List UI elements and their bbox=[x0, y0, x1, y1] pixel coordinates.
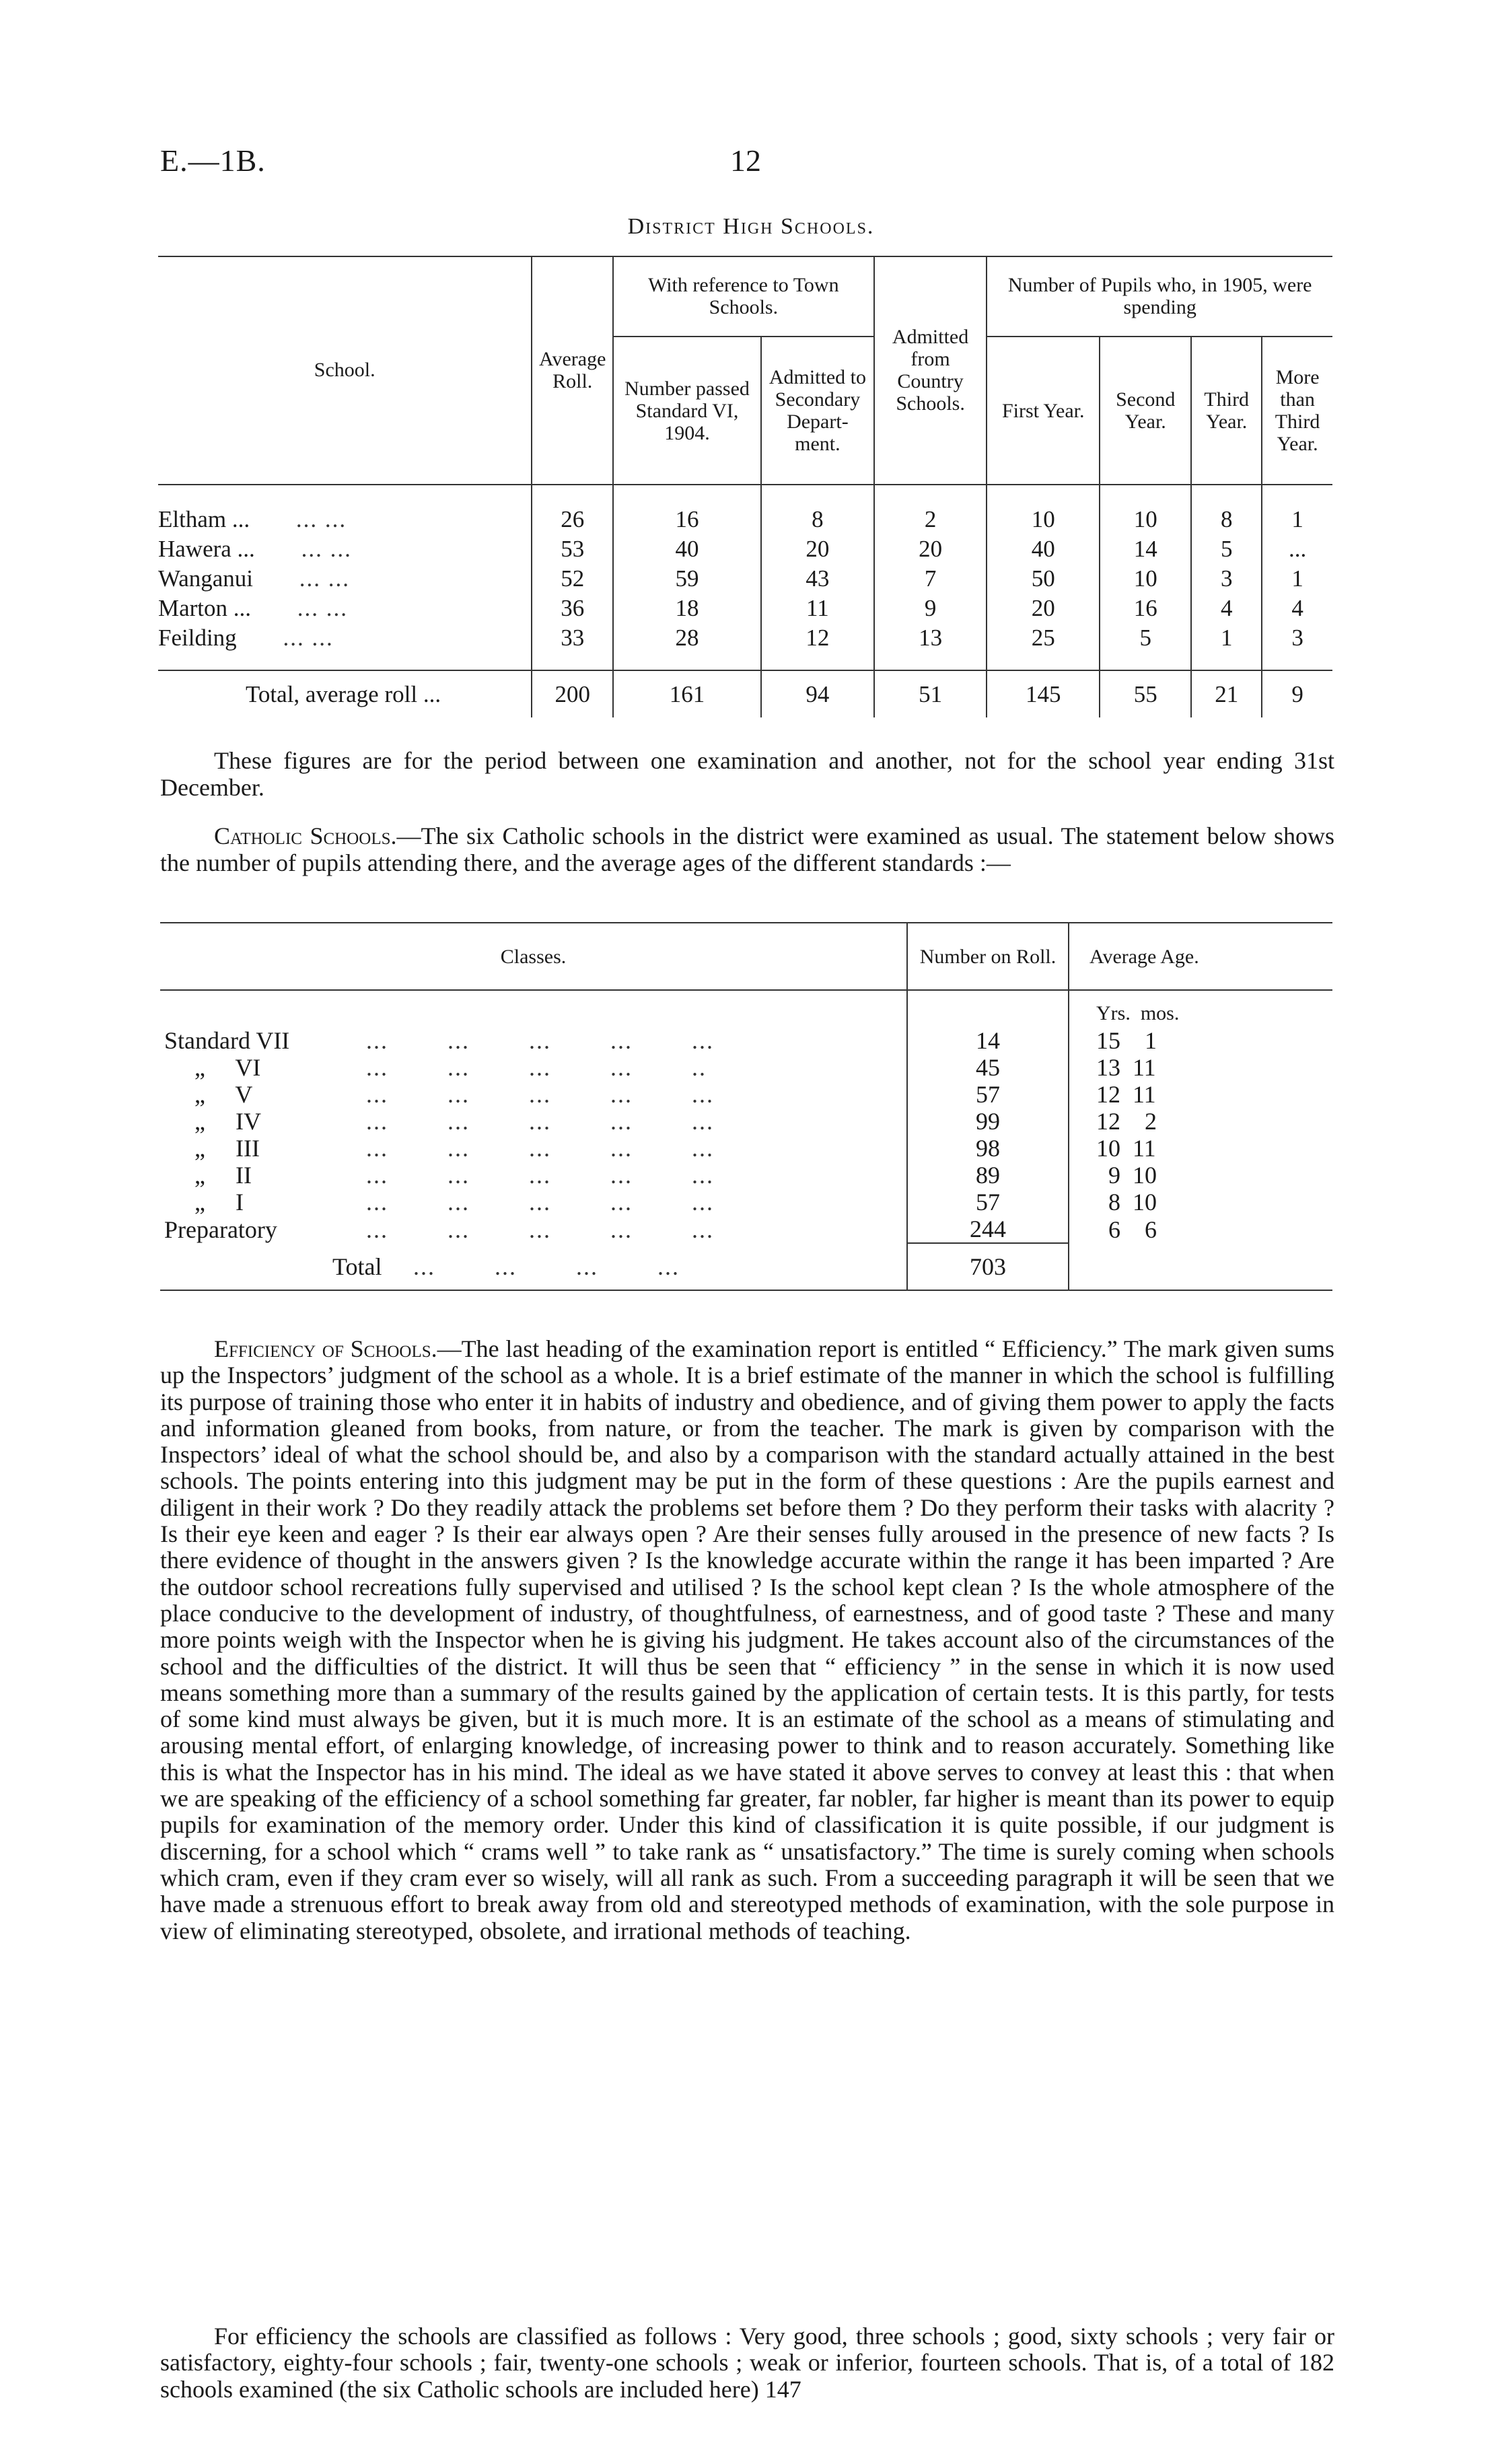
catholic-schools-text: —The six Catholic schools in the district were examined as usual. The statement below shows the number of pupils attending there, and the average ages of the different standards :— bbox=[160, 822, 1334, 876]
table-row: Marton ... ... ... 36 18 11 9 20 16 4 4 bbox=[158, 594, 1332, 623]
paragraph-figures-note: These figures are for the period between one examination and another, not for the school year ending 31st December. bbox=[160, 747, 1334, 801]
table-row: Standard VII ... ... ... ... ... 14 15 1 bbox=[160, 1027, 1332, 1054]
paragraph-classification: For efficiency the schools are classified as follows : Very good, three schools ; good, sixty schools ; very fair or satisfactory, eighty-four schools ; fair, twenty-one schools ; weak or inferior, fourteen schools. That is, of a total of 182 schools examined (the six Catholic schools are included here) 147 bbox=[160, 2323, 1334, 2403]
header-first-year: First Year. bbox=[987, 337, 1100, 485]
table-row: Feilding ... ... 33 28 12 13 25 5 1 3 bbox=[158, 623, 1332, 653]
total-row: Total, average roll ... 200 161 94 51 145 55 21 9 bbox=[158, 670, 1332, 717]
header-town-group: With reference to Town Schools. bbox=[613, 256, 874, 337]
efficiency-heading: Efficiency of Schools. bbox=[214, 1335, 437, 1362]
document-reference: E.—1B. bbox=[160, 143, 266, 178]
table-row: „ I ... ... ... ... ... 57 8 10 bbox=[160, 1189, 1332, 1216]
table-row: „ V ... ... ... ... ... 57 12 11 bbox=[160, 1081, 1332, 1108]
table-row: Hawera ... ... ... 53 40 20 20 40 14 5 ... bbox=[158, 534, 1332, 564]
header-number-on-roll: Number on Roll. bbox=[907, 923, 1069, 990]
header-average-roll: Average Roll. bbox=[532, 256, 613, 485]
header-school: School. bbox=[158, 256, 532, 485]
header-admitted-secondary: Admitted to Secondary Depart- ment. bbox=[761, 337, 874, 485]
age-units: Yrs. mos. bbox=[1069, 990, 1332, 1027]
section-title: District High Schools. bbox=[627, 214, 875, 239]
table-row: Eltham ... ... ... 26 16 8 2 10 10 8 1 bbox=[158, 505, 1332, 534]
header-classes: Classes. bbox=[160, 923, 907, 990]
table-row: Wanganui ... ... 52 59 43 7 50 10 3 1 bbox=[158, 564, 1332, 594]
table-row: „ II ... ... ... ... ... 89 9 10 bbox=[160, 1162, 1332, 1189]
total-row: Total ... ... ... ... 703 bbox=[160, 1243, 1332, 1290]
header-pupils-group: Number of Pupils who, in 1905, were spending bbox=[987, 256, 1332, 337]
header-number-passed: Number passed Standard VI, 1904. bbox=[613, 337, 761, 485]
table-row: „ III ... ... ... ... ... 98 10 11 bbox=[160, 1135, 1332, 1162]
page-number: 12 bbox=[730, 143, 761, 178]
efficiency-text: —The last heading of the examination report is entitled “ Efficiency.” The mark given sums up the Inspectors’ judgment of the school as a whole. It is a brief estimate of the manner in which the school is fulfilling its purpose of training those who enter it in habits of industry and obedience, and of giving them power to apply the facts and information gleaned from books, from nature, or from the teacher. The mark is given by comparison with the Inspectors’ ideal of what the school should be, and also by a comparison with the standard actually attained in the best schools. The points entering into this judgment may be put in the form of these questions : Are the pupils earnest and diligent in their work ? Do they readily attack the problems set before them ? Do they perform their tasks with alacrity ? Is their eye keen and eager ? Is their ear always open ? Are their senses fully aroused in the presence of new facts ? Is there evidence of thought in the answers given ? Is the knowledge accurate within the range it has been imparted ? Are the outdoor school recreations fully supervised and utilised ? Is the school kept clean ? Is the whole atmosphere of the place conducive to the development of industry, of thoughtfulness, of earnestness, and of good taste ? These and many more points weigh with the Inspector when he is giving his judgment. He takes account also of the circumstances of the school and the difficulties of the district. It will thus be seen that “ efficiency ” in the sense in which it is now used means something more than a summary of the results gained by the application of certain tests. It is this partly, for tests of some kind must always be given, but it is much more. It is an estimate of the school as a means of stimulating and arousing mental effort, of enlarging knowledge, of increasing power to think and to reason accurately. Something like this is what the Inspector has in his mind. The ideal as we have stated it above serves to convey at least this : that when we are speaking of the efficiency of a school something far greater, far nobler, far higher is meant than its power to equip pupils for examination of the memory order. Under this kind of classification it is quite possible, if our judgment is discerning, for a school which “ crams well ” to take rank as “ unsatisfactory.” The time is surely coming when schools which cram, even if they cram ever so wisely, will all rank as such. From a succeeding paragraph it will be seen that we have made a strenuous effort to break away from old and stereotyped methods of examination, with the sole purpose in view of eliminating stereotyped, obsolete, and irrational methods of teaching. bbox=[160, 1335, 1334, 1944]
header-average-age: Average Age. bbox=[1069, 923, 1332, 990]
table-row: Preparatory ... ... ... ... ... 244 6 6 bbox=[160, 1216, 1332, 1243]
catholic-schools-table bbox=[160, 922, 1332, 1291]
header-second-year: Second Year. bbox=[1100, 337, 1191, 485]
header-third-year: Third Year. bbox=[1191, 337, 1262, 485]
header-more-than-third: More than Third Year. bbox=[1262, 337, 1332, 485]
catholic-schools-heading: Catholic Schools. bbox=[214, 822, 397, 849]
paragraph-efficiency bbox=[160, 1336, 1334, 1944]
district-high-schools-table bbox=[158, 256, 1332, 717]
paragraph-catholic-schools bbox=[160, 822, 1334, 876]
header-admitted-country: Admitted from Country Schools. bbox=[874, 256, 987, 485]
table-row: „ IV ... ... ... ... ... 99 12 2 bbox=[160, 1108, 1332, 1135]
table-row: „ VI ... ... ... ... .. 45 13 11 bbox=[160, 1054, 1332, 1081]
